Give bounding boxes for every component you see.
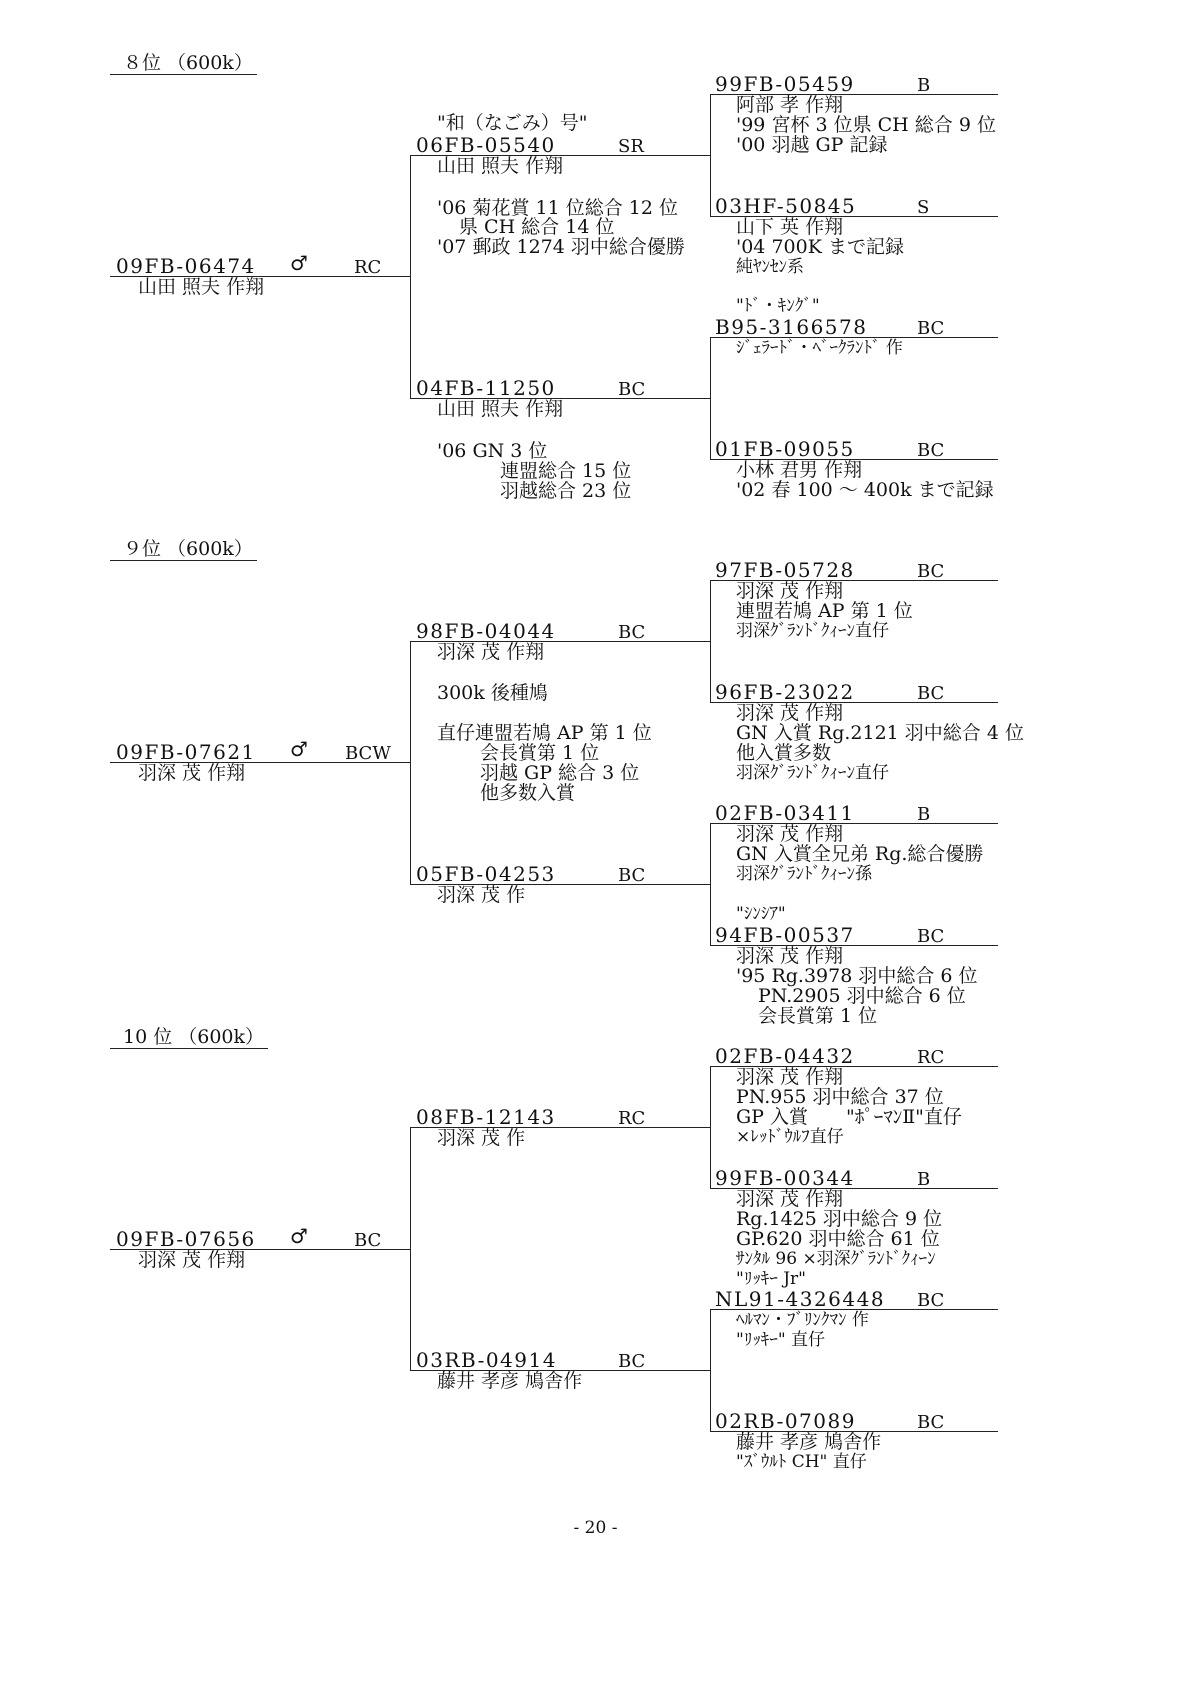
subject-color: RC [354, 257, 382, 278]
sire-color: RC [618, 1108, 646, 1129]
ds-name: "ﾘｯｷｰ Jr" [736, 1269, 806, 1289]
subject-breeder: 羽深 茂 作翔 [138, 762, 246, 784]
dd-ring-number: 02RB-07089 [715, 1409, 856, 1433]
ds-note: GN 入賞全兄弟 Rg.総合優勝 [736, 843, 984, 865]
sire-color: SR [618, 136, 644, 157]
dd-ring-number: 01FB-09055 [715, 437, 855, 461]
subject-ring-number: 09FB-06474 [116, 254, 256, 278]
ds-ring-number: 02FB-03411 [715, 801, 855, 825]
dd-note: "ｽﾞｳﾙﾄ CH" 直仔 [736, 1452, 867, 1472]
male-symbol-icon: ♂ [290, 737, 308, 761]
sire-note: '07 郵政 1274 羽中総合優勝 [437, 236, 685, 258]
ss-note: 羽深ｸﾞﾗﾝﾄﾞｸｨｰﾝ直仔 [736, 621, 889, 641]
connector-line [710, 1066, 711, 1188]
sd-breeder: 山下 英 作翔 [736, 216, 844, 238]
sd-color: B [917, 1169, 931, 1190]
ds-name: "ﾄﾞ・ｷﾝｸﾞ" [736, 296, 820, 316]
sire-note: 他多数入賞 [480, 782, 576, 804]
connector-line [710, 580, 711, 702]
sd-note: 純ﾔﾝｾﾝ系 [736, 257, 804, 277]
ds-breeder: ﾍﾙﾏﾝ・ﾌﾞﾘﾝｸﾏﾝ 作 [736, 1310, 869, 1330]
sd-ring-number: 03HF-50845 [715, 194, 857, 218]
section-title: 10 位 （600k） [110, 1026, 268, 1049]
connector-line [410, 155, 411, 398]
dd-note: '95 Rg.3978 羽中総合 6 位 [736, 965, 978, 987]
section-title: ９位 （600k） [110, 538, 257, 561]
sd-note: '04 700K まで記録 [736, 236, 904, 258]
ds-ring-number: NL91-4326448 [715, 1287, 886, 1311]
dd-breeder: 藤井 孝彦 鳩舎作 [736, 1431, 882, 1453]
dd-color: BC [917, 1412, 945, 1433]
dd-ring-number: 94FB-00537 [715, 923, 855, 947]
ds-color: BC [917, 318, 945, 339]
sd-note: Rg.1425 羽中総合 9 位 [736, 1208, 943, 1230]
sire-ring-number: 98FB-04044 [416, 619, 556, 643]
sd-breeder: 羽深 茂 作翔 [736, 1188, 844, 1210]
ss-color: RC [917, 1047, 945, 1068]
sire-name: "和（なごみ）号" [437, 112, 588, 134]
sire-note: 会長賞第 1 位 [480, 742, 600, 764]
dam-breeder: 山田 照夫 作翔 [437, 398, 564, 420]
ds-breeder: ｼﾞｪﾗｰﾄﾞ・ﾍﾞｰｸﾗﾝﾄﾞ 作 [736, 338, 903, 358]
sd-color: S [917, 197, 930, 218]
sire-note: 300k 後種鳩 [437, 682, 548, 704]
ss-color: B [917, 75, 931, 96]
dam-ring-number: 04FB-11250 [416, 376, 556, 400]
sd-note: GN 入賞 Rg.2121 羽中総合 4 位 [736, 722, 1024, 744]
dam-color: BC [618, 379, 646, 400]
connector-line [710, 94, 711, 216]
connector-line [410, 1127, 411, 1370]
ss-ring-number: 97FB-05728 [715, 558, 855, 582]
sd-note: ｻﾝﾀﾙ 96 ×羽深ｸﾞﾗﾝﾄﾞｸｨｰﾝ [736, 1249, 936, 1269]
sire-breeder: 羽深 茂 作 [437, 1127, 526, 1149]
dam-color: BC [618, 1351, 646, 1372]
dam-note: 連盟総合 15 位 [500, 460, 632, 482]
sire-note: 直仔連盟若鳩 AP 第 1 位 [437, 722, 652, 744]
dam-note: '06 GN 3 位 [437, 440, 548, 462]
sd-note: 他入賞多数 [736, 742, 832, 764]
ss-note: '99 宮杯 3 位県 CH 総合 9 位 [736, 114, 996, 136]
dam-color: BC [618, 865, 646, 886]
sd-ring-number: 96FB-23022 [715, 680, 855, 704]
subject-ring-number: 09FB-07656 [116, 1227, 256, 1251]
sd-breeder: 羽深 茂 作翔 [736, 702, 844, 724]
sd-color: BC [917, 683, 945, 704]
subject-color: BCW [345, 743, 391, 764]
dd-breeder: 小林 君男 作翔 [736, 459, 863, 481]
dam-breeder: 藤井 孝彦 鳩舎作 [437, 1370, 583, 1392]
subject-color: BC [354, 1230, 382, 1251]
ds-note: "ﾘｯｷｰ" 直仔 [736, 1330, 826, 1350]
ss-breeder: 阿部 孝 作翔 [736, 94, 844, 116]
dam-breeder: 羽深 茂 作 [437, 884, 526, 906]
connector-line [710, 1309, 711, 1431]
ds-note: 羽深ｸﾞﾗﾝﾄﾞｸｨｰﾝ孫 [736, 864, 872, 884]
dam-note: 羽越総合 23 位 [500, 480, 632, 502]
sd-ring-number: 99FB-00344 [715, 1166, 855, 1190]
connector-line [710, 337, 711, 459]
dd-note: 会長賞第 1 位 [758, 1005, 878, 1027]
dd-color: BC [917, 440, 945, 461]
ds-color: BC [917, 1290, 945, 1311]
dd-name: "ｼﾝｼｱ" [736, 904, 786, 924]
sire-breeder: 山田 照夫 作翔 [437, 155, 564, 177]
ss-ring-number: 99FB-05459 [715, 72, 855, 96]
ds-ring-number: B95-3166578 [715, 315, 868, 339]
ss-note: 連盟若鳩 AP 第 1 位 [736, 600, 913, 622]
ss-note: '00 羽越 GP 記録 [736, 134, 888, 156]
section-title: ８位 （600k） [110, 52, 257, 75]
ds-color: B [917, 804, 931, 825]
dd-color: BC [917, 926, 945, 947]
dd-note: '02 春 100 ～ 400k まで記録 [736, 479, 994, 501]
sire-note: 県 CH 総合 14 位 [459, 216, 615, 238]
dam-ring-number: 05FB-04253 [416, 862, 556, 886]
sd-note: GP.620 羽中総合 61 位 [736, 1228, 940, 1250]
ss-ring-number: 02FB-04432 [715, 1044, 855, 1068]
connector-line [410, 641, 411, 884]
sire-note: 羽越 GP 総合 3 位 [480, 762, 640, 784]
dd-note: PN.2905 羽中総合 6 位 [758, 985, 966, 1007]
ss-breeder: 羽深 茂 作翔 [736, 580, 844, 602]
ss-note: GP 入賞 "ﾎﾟｰﾏﾝⅡ"直仔 [736, 1106, 962, 1128]
sire-ring-number: 08FB-12143 [416, 1105, 556, 1129]
sd-note: 羽深ｸﾞﾗﾝﾄﾞｸｨｰﾝ直仔 [736, 763, 889, 783]
ss-note: PN.955 羽中総合 37 位 [736, 1086, 944, 1108]
subject-ring-number: 09FB-07621 [116, 740, 256, 764]
page-number: - 20 - [573, 1518, 618, 1538]
dam-ring-number: 03RB-04914 [416, 1348, 557, 1372]
ss-breeder: 羽深 茂 作翔 [736, 1066, 844, 1088]
subject-breeder: 山田 照夫 作翔 [138, 276, 265, 298]
sire-color: BC [618, 622, 646, 643]
ss-color: BC [917, 561, 945, 582]
male-symbol-icon: ♂ [290, 1224, 308, 1248]
ss-note: ×ﾚｯﾄﾞｳﾙﾌ直仔 [736, 1127, 844, 1147]
sire-ring-number: 06FB-05540 [416, 133, 556, 157]
sire-breeder: 羽深 茂 作翔 [437, 641, 545, 663]
dd-breeder: 羽深 茂 作翔 [736, 945, 844, 967]
subject-breeder: 羽深 茂 作翔 [138, 1249, 246, 1271]
sire-note: '06 菊花賞 11 位総合 12 位 [437, 197, 678, 219]
connector-line [710, 823, 711, 945]
ds-breeder: 羽深 茂 作翔 [736, 823, 844, 845]
male-symbol-icon: ♂ [290, 251, 308, 275]
